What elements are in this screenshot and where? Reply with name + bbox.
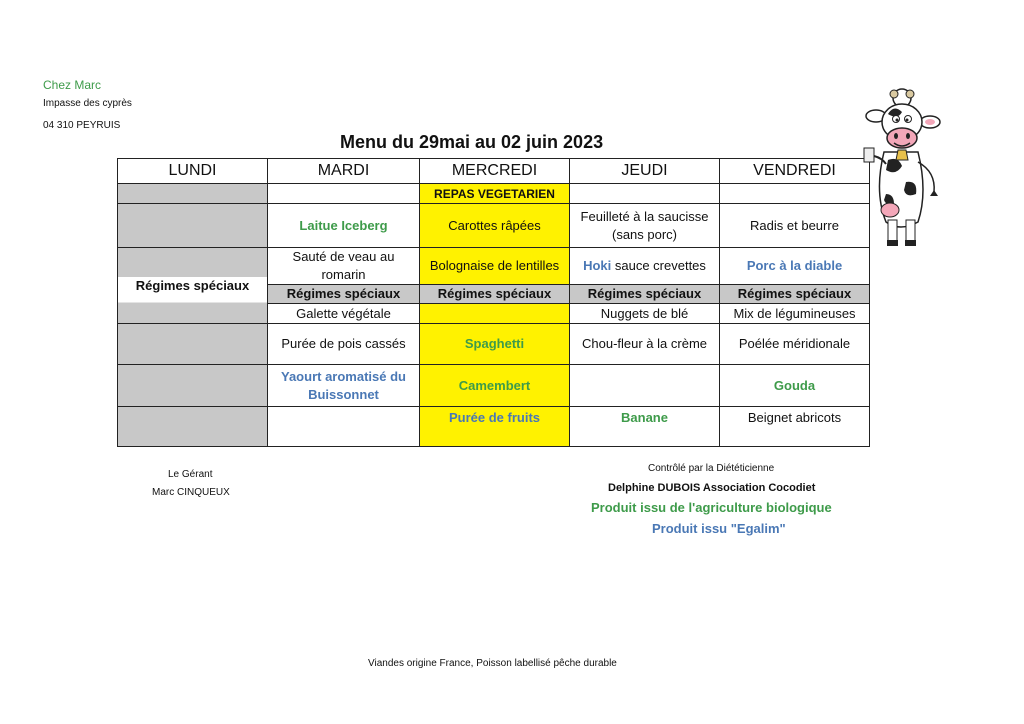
- empty-cell: [570, 184, 720, 204]
- empty-cell: [268, 184, 420, 204]
- dessert-jeudi: Banane: [570, 407, 720, 447]
- lundi-cell: [118, 204, 268, 248]
- starter-mardi: Laitue Iceberg: [268, 204, 420, 248]
- starter-jeudi: Feuilleté à la saucisse (sans porc): [570, 204, 720, 248]
- special-dish-mardi: Galette végétale: [268, 304, 420, 324]
- main-mercredi: Bolognaise de lentilles: [420, 248, 570, 285]
- day-header-jeudi: JEUDI: [570, 159, 720, 184]
- special-label-jeudi: Régimes spéciaux: [570, 285, 720, 304]
- side-jeudi: Chou-fleur à la crème: [570, 324, 720, 365]
- starter-mercredi: Carottes râpées: [420, 204, 570, 248]
- footer-note: Viandes origine France, Poisson labellisé pêche durable: [368, 658, 617, 669]
- cow-mascot-icon: [858, 82, 942, 252]
- side-mardi: Purée de pois cassés: [268, 324, 420, 365]
- restaurant-city: 04 310 PEYRUIS: [43, 120, 121, 131]
- restaurant-name: Chez Marc: [43, 78, 102, 92]
- main-jeudi: [570, 248, 720, 285]
- empty-cell: [720, 184, 870, 204]
- main-vendredi: Porc à la diable: [720, 248, 870, 285]
- day-header-mercredi: MERCREDI: [420, 159, 570, 184]
- lundi-cell: [118, 365, 268, 407]
- table-header-row: [118, 159, 870, 184]
- main-jeudi-sauce: sauce crevettes: [611, 258, 706, 273]
- lundi-cell: [118, 324, 268, 365]
- day-header-mardi: MARDI: [268, 159, 420, 184]
- day-header-lundi: LUNDI: [118, 159, 268, 184]
- special-label-lundi: Régimes spéciaux: [118, 248, 268, 324]
- special-dish-jeudi: Nuggets de blé: [570, 304, 720, 324]
- main-mardi: Sauté de veau au romarin: [268, 248, 420, 285]
- dietitian-role: Contrôlé par la Diététicienne: [648, 463, 775, 474]
- special-label-vendredi: Régimes spéciaux: [720, 285, 870, 304]
- empty-cell: [570, 365, 720, 407]
- page-title: Menu du 29mai au 02 juin 2023: [340, 132, 604, 152]
- day-header-vendredi: VENDREDI: [720, 159, 870, 184]
- lundi-cell: [118, 184, 268, 204]
- lundi-cell: [118, 407, 268, 447]
- restaurant-street: Impasse des cyprès: [43, 98, 132, 109]
- starter-vendredi: Radis et beurre: [720, 204, 870, 248]
- table-row: [118, 365, 870, 407]
- special-dish-vendredi: Mix de légumineuses: [720, 304, 870, 324]
- manager-name: Marc CINQUEUX: [152, 487, 230, 498]
- table-row: [118, 184, 870, 204]
- empty-cell: [420, 304, 570, 324]
- table-row: [118, 248, 870, 285]
- table-row: [118, 324, 870, 365]
- dairy-vendredi: Gouda: [720, 365, 870, 407]
- legend-egalim: Produit issu "Egalim": [652, 521, 786, 536]
- vegetarian-label: REPAS VEGETARIEN: [420, 184, 570, 204]
- empty-cell: [268, 407, 420, 447]
- table-row: [118, 407, 870, 447]
- table-row: [118, 204, 870, 248]
- manager-role: Le Gérant: [168, 469, 213, 480]
- side-vendredi: Poélée méridionale: [720, 324, 870, 365]
- main-jeudi-fish: Hoki: [583, 258, 612, 273]
- side-mercredi: Spaghetti: [420, 324, 570, 365]
- dairy-mardi: Yaourt aromatisé du Buissonnet: [268, 365, 420, 407]
- dairy-mercredi: Camembert: [420, 365, 570, 407]
- dietitian-name: Delphine DUBOIS Association Cocodiet: [608, 482, 816, 494]
- menu-table: [117, 158, 870, 447]
- special-label-mardi: Régimes spéciaux: [268, 285, 420, 304]
- dessert-vendredi: Beignet abricots: [720, 407, 870, 447]
- special-label-mercredi: Régimes spéciaux: [420, 285, 570, 304]
- dessert-mercredi: Purée de fruits: [420, 407, 570, 447]
- legend-bio: Produit issu de l'agriculture biologique: [591, 500, 832, 515]
